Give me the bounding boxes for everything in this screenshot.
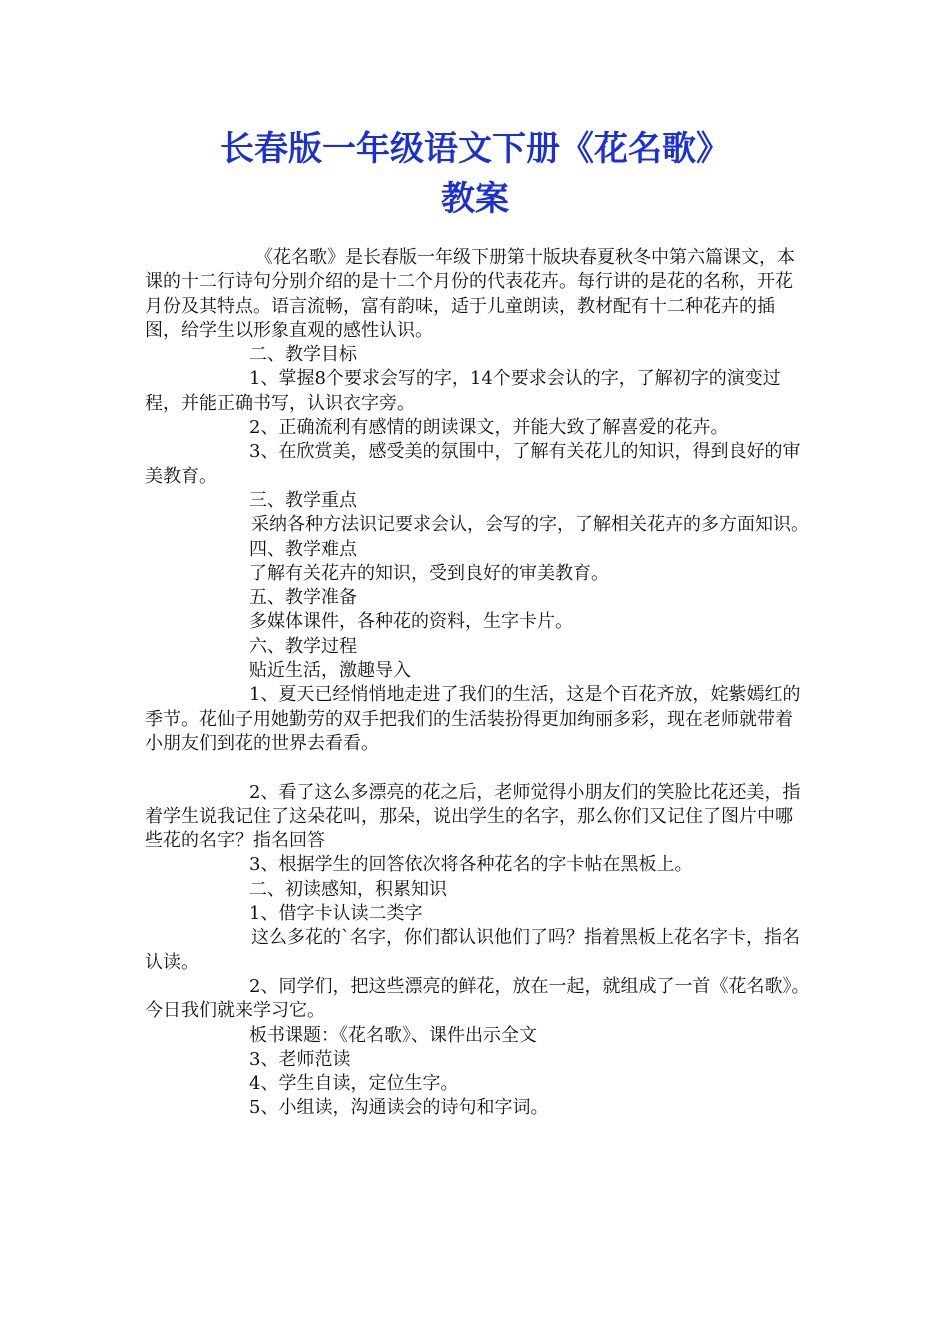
document-body xyxy=(145,246,810,1121)
difficulty-text: 了解有关花卉的知识，受到良好的审美教育。 xyxy=(249,562,609,584)
focus-text: 采纳各种方法识记要求会认，会写的字，了解相关花卉的多方面知识。 xyxy=(251,514,809,536)
process-step-2: 2、看了这么多漂亮的花之后，老师觉得小朋友们的笑脸比花还美，指着学生说我记住了这朵花叫，那朵，说出学生的名字，那么你们又记住了图片中哪些花的名字？指名回答 xyxy=(145,781,801,852)
goal-item-1: 1、掌握8个要求会写的字，14个要求会认的字，了解初字的演变过程，并能正确书写，认识衣字旁。 xyxy=(145,368,781,414)
process-step-1: 1、夏天已经悄悄地走进了我们的生活，这是个百花齐放，姹紫嫣红的季节。花仙子用她勤劳的双手把我们的生活装扮得更加绚丽多彩，现在老师就带着小朋友们到花的世界去看看。 xyxy=(145,684,801,754)
process-step-3: 3、根据学生的回答依次将各种花名的字卡帖在黑板上。 xyxy=(249,854,693,876)
reading-step-1-text: 这么多花的`名字，你们都认识他们了吗？指着黑板上花名字卡，指名认读。 xyxy=(145,927,800,973)
process-subheading: 贴近生活，激趣导入 xyxy=(249,660,411,682)
board-title-text: 板书课题：《花名歌》、课件出示全文 xyxy=(249,1024,537,1046)
title-line-2: 教案 xyxy=(441,179,509,219)
title-line-1: 长春版一年级语文下册《花名歌》 xyxy=(220,129,730,169)
goal-item-2: 2、正确流利有感情的朗读课文，并能大致了解喜爱的花卉。 xyxy=(249,417,729,439)
blank-line xyxy=(145,756,810,780)
reading-step-5: 5、小组读，沟通读会的诗句和字词。 xyxy=(249,1097,549,1119)
reading-step-2: 2、同学们，把这些漂亮的鲜花，放在一起，就组成了一首《花名歌》。今日我们就来学习它。 xyxy=(145,975,810,1022)
section-heading-preparation: 五、教学准备 xyxy=(249,587,357,609)
reading-step-3: 3、老师范读 xyxy=(249,1048,351,1070)
section-heading-reading: 二、初读感知，积累知识 xyxy=(249,878,447,900)
section-heading-process: 六、教学过程 xyxy=(249,635,357,657)
reading-step-1: 1、借字卡认读二类字 xyxy=(249,903,423,925)
intro-paragraph: 《花名歌》是长春版一年级下册第十版块春夏秋冬中第六篇课文，本课的十二行诗句分别介绍的是十二个月份的代表花卉。每行讲的是花的名称，开花月份及其特点。语言流畅，富有韵味，适于儿童朗读，教材配有十二种花卉的插图，给学生以形象直观的感性认识。 xyxy=(145,247,795,341)
preparation-text: 多媒体课件，各种花的资料，生字卡片。 xyxy=(249,611,573,633)
section-heading-focus: 三、教学重点 xyxy=(249,489,357,511)
goal-item-3: 3、在欣赏美，感受美的氛围中，了解有关花儿的知识，得到良好的审美教育。 xyxy=(145,441,801,487)
section-heading-goals: 二、教学目标 xyxy=(249,344,357,366)
section-heading-difficulty: 四、教学难点 xyxy=(249,538,357,560)
document-title xyxy=(145,124,805,224)
reading-step-4: 4、学生自读，定位生字。 xyxy=(249,1073,459,1095)
